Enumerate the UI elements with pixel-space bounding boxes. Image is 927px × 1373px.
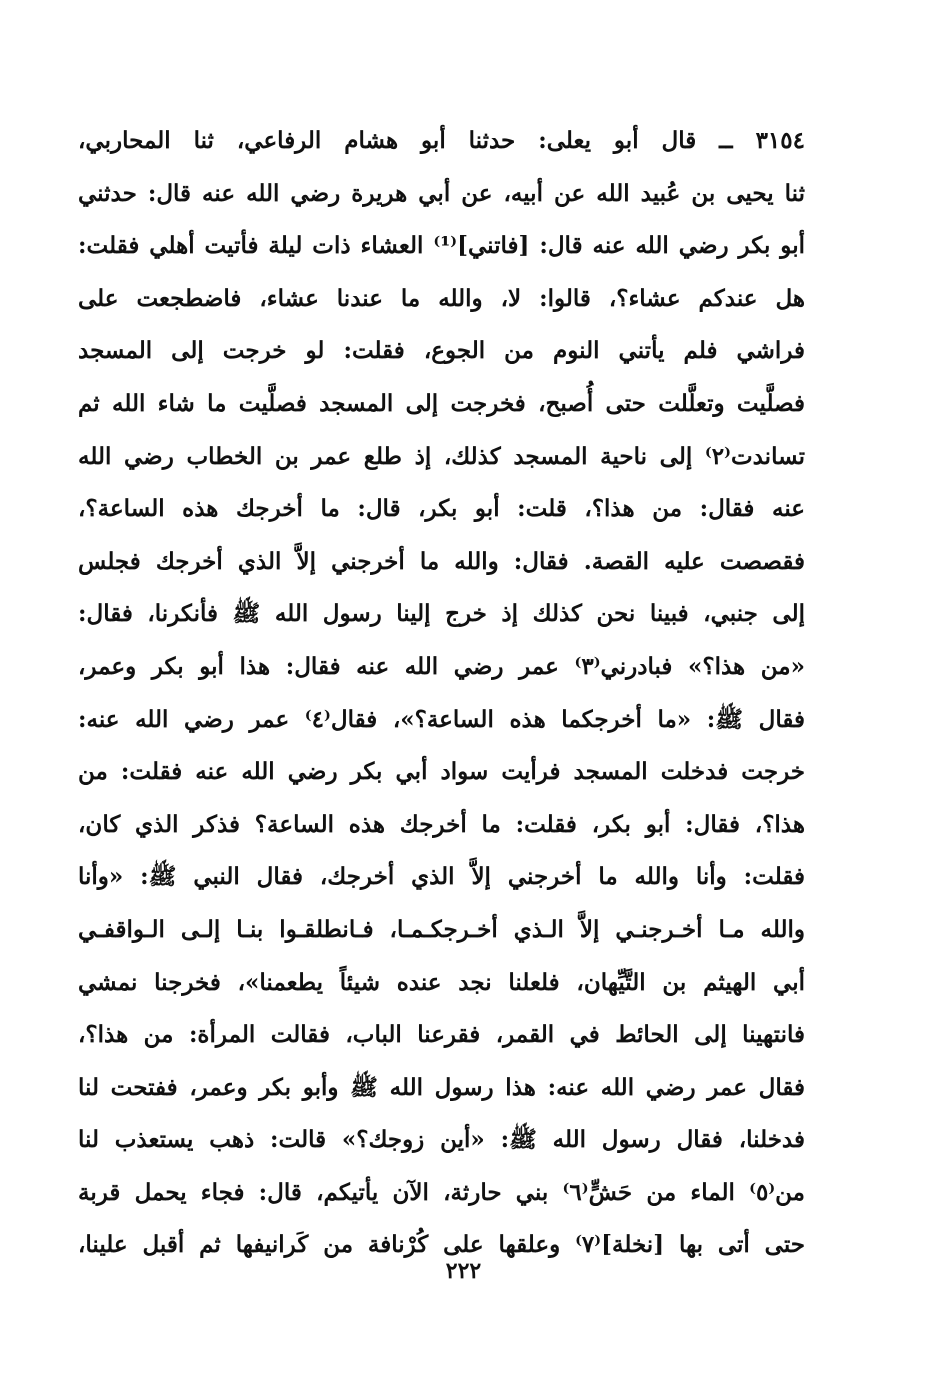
text-line-10: إلى جنبي، فبينا نحن كذلك إذ خرج إلينا رسول الله ﷺ فأنكرنا، فقال:: [78, 600, 805, 628]
text-line-1: ٣١٥٤ ــ قال أبو يعلى: حدثنا أبو هشام الرفاعي، ثنا المحاربي،: [78, 127, 805, 154]
text-line-20: فدخلنا، فقال رسول الله ﷺ: «أين زوجك؟» قالت: ذهب يستعذب لنا: [78, 1126, 805, 1154]
text-line-11: «من هذا؟» فبادرني⁽٣⁾ عمر رضي الله عنه فقال: هذا أبو بكر وعمر،: [78, 652, 805, 680]
text-line-2: ثنا يحيى بن عُبيد الله عن أبيه، عن أبي هريرة رضي الله عنه قال: حدثني: [78, 179, 805, 207]
text-line-21: من⁽٥⁾ الماء من حَشٍّ⁽٦⁾ بني حارثة، الآن يأتيكم، قال: فجاء يحمل قربة: [78, 1178, 805, 1206]
text-line-13: خرجت فدخلت المسجد فرأيت سواد أبي بكر رضي الله عنه فقلت: من: [78, 758, 805, 786]
text-line-8: عنه فقال: من هذا؟، قلت: أبو بكر، قال: ما أخرجك هذه الساعة؟،: [78, 495, 805, 523]
text-line-12: فقال ﷺ: «ما أخرجكما هذه الساعة؟»، فقال⁽٤⁾ عمر رضي الله عنه:: [78, 705, 805, 733]
text-line-7: تساندت⁽٢⁾ إلى ناحية المسجد كذلك، إذ طلع عمر بن الخطاب رضي الله: [78, 442, 805, 470]
text-line-3: أبو بكر رضي الله عنه قال: [فاتني]⁽¹⁾ العشاء ذات ليلة فأتيت أهلي فقلت:: [78, 232, 805, 260]
body-text: [78, 115, 805, 1272]
text-line-19: فقال عمر رضي الله عنه: هذا رسول الله ﷺ وأبو بكر وعمر، ففتحت لنا: [78, 1073, 805, 1101]
text-line-18: فانتهينا إلى الحائط في القمر، فقرعنا الباب، فقالت المرأة: من هذا؟،: [78, 1021, 805, 1049]
text-line-15: فقلت: وأنا والله ما أخرجني إلاَّ الذي أخرجك، فقال النبي ﷺ: «وأنا: [78, 863, 805, 891]
page-number: ٢٢٢: [445, 1258, 482, 1284]
text-line-6: فصلَّيت وتعلَّلت حتى أُصبح، فخرجت إلى المسجد فصلَّيت ما شاء الله ثم: [78, 389, 805, 417]
text-line-4: هل عندكم عشاء؟، قالوا: لا، والله ما عندنا عشاء، فاضطجعت على: [78, 284, 805, 312]
text-line-9: فقصصت عليه القصة. فقال: والله ما أخرجني إلاَّ الذي أخرجك فجلس: [78, 547, 805, 575]
text-line-22: حتى أتى بها [نخلة]⁽٧⁾ وعلقها على كُرْنافة من كَرانيفها ثم أقبل علينا،: [78, 1231, 805, 1259]
text-line-5: فراشي فلم يأتني النوم من الجوع، فقلت: لو خرجت إلى المسجد: [78, 337, 805, 365]
text-line-14: هذا؟، فقال: أبو بكر، فقلت: ما أخرجك هذه الساعة؟ فذكر الذي كان،: [78, 810, 805, 838]
text-line-17: أبي الهيثم بن التَّيِّهان، فلعلنا نجد عنده شيئاً يطعمنا»، فخرجنا نمشي: [78, 968, 805, 996]
text-line-16: والله مـا أخـرجنـي إلاَّ الـذي أخـرجكـمـا، فـانطلقـوا بنـا إلـى الـواقفـي: [78, 915, 805, 943]
